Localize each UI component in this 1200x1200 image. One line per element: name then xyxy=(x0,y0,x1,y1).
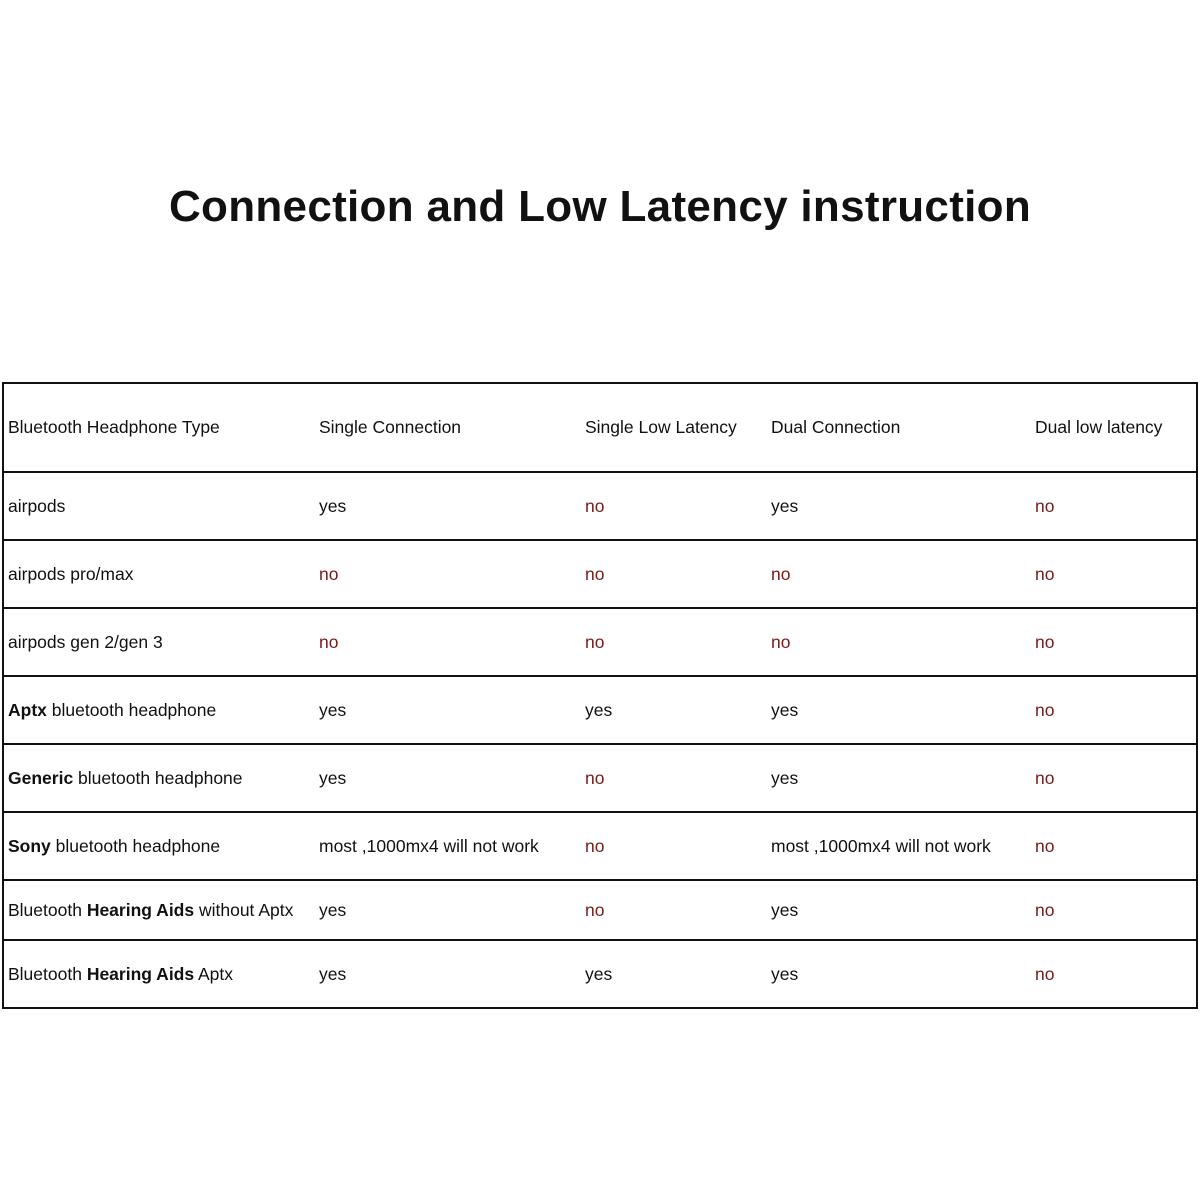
support-value-cell: yes xyxy=(319,963,347,984)
support-value-cell: yes xyxy=(319,495,347,516)
support-value-cell: no xyxy=(1035,563,1055,584)
support-value-cell: no xyxy=(1035,835,1055,856)
headphone-type-text: Hearing Aids xyxy=(86,899,195,920)
headphone-type-text: bluetooth headphone xyxy=(73,767,243,788)
headphone-type-text: airpods xyxy=(8,495,66,516)
headphone-type-text: Sony xyxy=(8,835,51,856)
support-value-cell: yes xyxy=(319,767,347,788)
support-value-cell: no xyxy=(319,563,339,584)
headphone-type-cell xyxy=(3,608,315,676)
support-value-cell: no xyxy=(585,495,605,516)
header-single-low-latency: Single Low Latency xyxy=(585,417,737,437)
headphone-type-text: airpods gen 2/gen 3 xyxy=(8,631,163,652)
headphone-type-text: bluetooth headphone xyxy=(50,835,221,856)
support-value-cell: no xyxy=(585,835,605,856)
table-row xyxy=(3,744,1197,812)
table-row xyxy=(3,608,1197,676)
table-row xyxy=(3,940,1197,1008)
headphone-type-text: Bluetooth xyxy=(8,899,87,920)
headphone-type-text: bluetooth headphone xyxy=(46,699,217,720)
support-value-cell: yes xyxy=(319,899,347,920)
support-value-cell: no xyxy=(771,631,791,652)
support-value-cell: no xyxy=(1035,631,1055,652)
headphone-type-cell xyxy=(3,812,315,880)
headphone-type-cell xyxy=(3,676,315,744)
support-value-cell: yes xyxy=(319,699,347,720)
support-value-cell: yes xyxy=(585,699,613,720)
support-value-cell: no xyxy=(585,631,605,652)
support-value-cell: no xyxy=(771,563,791,584)
table-row xyxy=(3,472,1197,540)
headphone-type-text: Generic xyxy=(8,767,74,788)
header-dual-low-latency: Dual low latency xyxy=(1035,417,1163,437)
headphone-type-text: airpods pro/max xyxy=(8,563,134,584)
table-row xyxy=(3,880,1197,940)
support-value-cell: yes xyxy=(771,767,799,788)
headphone-type-cell xyxy=(3,540,315,608)
headphone-type-cell xyxy=(3,472,315,540)
headphone-type-text: Aptx xyxy=(8,699,47,720)
headphone-type-cell xyxy=(3,744,315,812)
support-value-cell: no xyxy=(585,563,605,584)
compatibility-table xyxy=(2,382,1198,1009)
table-header-row xyxy=(3,383,1197,472)
table-row xyxy=(3,540,1197,608)
support-value-cell: no xyxy=(585,899,605,920)
headphone-type-text: Bluetooth xyxy=(8,963,87,984)
headphone-type-cell xyxy=(3,940,315,1008)
header-headphone-type: Bluetooth Headphone Type xyxy=(8,417,220,437)
support-value-cell: most ,1000mx4 will not work xyxy=(319,835,539,856)
header-single-connection: Single Connection xyxy=(319,417,462,437)
headphone-type-text: Aptx xyxy=(194,963,234,984)
support-value-cell: yes xyxy=(585,963,613,984)
headphone-type-text: without Aptx xyxy=(194,899,294,920)
support-value-cell: most ,1000mx4 will not work xyxy=(771,835,991,856)
support-value-cell: no xyxy=(1035,767,1055,788)
support-value-cell: yes xyxy=(771,699,799,720)
support-value-cell: no xyxy=(1035,899,1055,920)
header-dual-connection: Dual Connection xyxy=(771,417,901,437)
support-value-cell: no xyxy=(1035,699,1055,720)
headphone-type-cell xyxy=(3,880,315,940)
support-value-cell: no xyxy=(1035,963,1055,984)
support-value-cell: yes xyxy=(771,963,799,984)
headphone-type-text: Hearing Aids xyxy=(86,963,195,984)
support-value-cell: no xyxy=(319,631,339,652)
support-value-cell: yes xyxy=(771,495,799,516)
table-row xyxy=(3,812,1197,880)
table-row xyxy=(3,676,1197,744)
support-value-cell: no xyxy=(585,767,605,788)
page-title: Connection and Low Latency instruction xyxy=(168,182,1032,231)
support-value-cell: no xyxy=(1035,495,1055,516)
support-value-cell: yes xyxy=(771,899,799,920)
